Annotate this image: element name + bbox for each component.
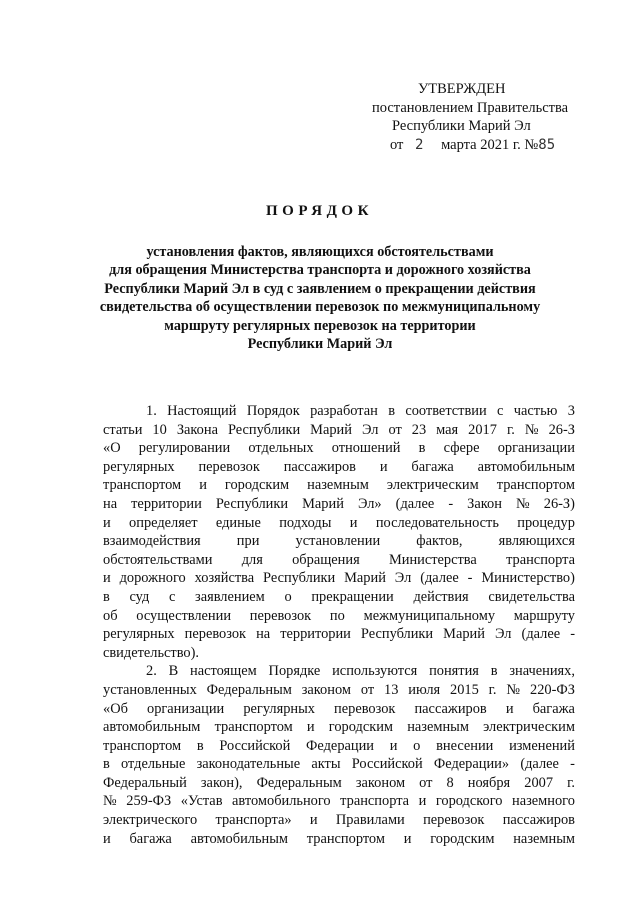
subtitle-line: для обращения Министерства транспорта и дорожного хозяйства (109, 262, 531, 279)
approval-government: Республики Марий Эл (392, 118, 531, 134)
subtitle-line: Республики Марий Эл (247, 336, 393, 353)
approval-number: 85 (538, 136, 556, 153)
subtitle-line: маршруту регулярных перевозок на территории (164, 317, 476, 334)
body-line: свидетельство). (103, 644, 199, 661)
body-line: в суд с заявлением о прекращении действия свидетельства (103, 588, 575, 605)
document-body (103, 402, 575, 848)
body-line: 2. В настоящем Порядке используются понятия в значениях, (146, 663, 575, 680)
approval-resolution: постановлением Правительства (372, 99, 569, 116)
approval-stamp (372, 80, 612, 154)
body-line: регулярных перевозок пассажиров и багажа автомобильным (103, 458, 575, 475)
body-line: и багажа автомобильным транспортом и городским наземным (103, 830, 575, 847)
body-line: и дорожного хозяйства Республики Марий Эл (далее - Министерство) (103, 570, 575, 587)
body-line: об осуществлении перевозок по межмуниципальному маршруту (103, 607, 575, 624)
approval-title: УТВЕРЖДЕН (418, 81, 506, 97)
body-line: и определяет единые подходы и последовательность процедур (103, 514, 575, 531)
subtitle-line: установления фактов, являющихся обстоятельствами (146, 244, 494, 260)
body-line: установленных Федеральным законом от 13 июля 2015 г. № 220-ФЗ (103, 681, 575, 698)
body-line: в отдельные законодательные акты Российской Федерации» (далее - (103, 756, 575, 773)
body-line: статьи 10 Закона Республики Марий Эл от 23 мая 2017 г. № 26-З (103, 421, 575, 438)
body-line: «Об организации регулярных перевозок пассажиров и багажа (103, 700, 575, 717)
body-line: «О регулировании отдельных отношений в сфере организации (103, 440, 575, 457)
subtitle-line: Республики Марий Эл в суд с заявлением о прекращении действия (104, 280, 536, 297)
body-line: 1. Настоящий Порядок разработан в соответствии с частью 3 (146, 403, 575, 419)
body-line: № 259-ФЗ «Устав автомобильного транспорта и городского наземного (103, 793, 575, 810)
body-line: на территории Республики Марий Эл» (далее - Закон № 26-З) (103, 495, 575, 512)
document-subtitle (90, 243, 550, 353)
approval-date-month-year: марта 2021 г. № (441, 136, 539, 153)
document-title: ПОРЯДОК (266, 203, 373, 219)
body-line: взаимодействия при установлении фактов, являющихся (103, 533, 575, 550)
body-line: автомобильным транспортом и городским наземным электрическим (103, 719, 575, 736)
approval-date-line (372, 136, 612, 155)
body-line: обстоятельствами для обращения Министерства транспорта (103, 551, 575, 568)
body-line: транспортом в Российской Федерации и о внесении изменений (103, 737, 575, 754)
body-line: Федеральный закон), Федеральным законом от 8 ноября 2007 г. (103, 774, 575, 791)
subtitle-line: свидетельства об осуществлении перевозок по межмуниципальному (99, 299, 541, 316)
approval-date-day: 2 (415, 136, 424, 153)
body-line: регулярных перевозок на территории Республики Марий Эл (далее - (103, 626, 575, 643)
body-line: электрического транспорта» и Правилами перевозок пассажиров (103, 812, 575, 829)
body-line: транспортом и городским наземным электрическим транспортом (103, 477, 575, 494)
approval-date-prefix: от (390, 136, 404, 153)
